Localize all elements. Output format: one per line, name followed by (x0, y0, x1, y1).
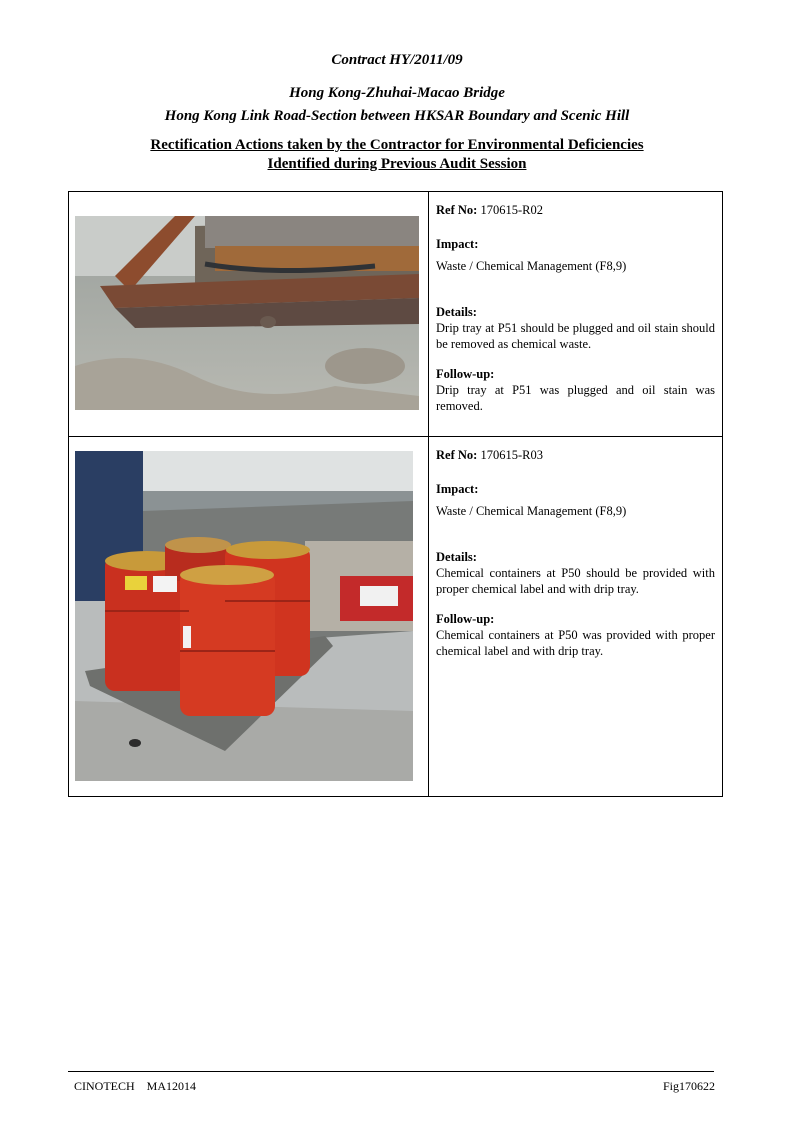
impact-text: Waste / Chemical Management (F8,9) (436, 504, 627, 518)
details-text: Drip tray at P51 should be plugged and oil stain should be removed as chemical waste. (436, 321, 715, 351)
ref-number: 170615-R02 (480, 203, 543, 217)
footer-divider (68, 1071, 714, 1072)
details-label: Details: (436, 305, 477, 319)
footer-company-code: CINOTECH MA12014 (74, 1079, 196, 1093)
rectification-table (68, 191, 723, 797)
contract-number: Contract HY/2011/09 (331, 52, 463, 68)
impact-label: Impact: (436, 482, 479, 496)
ref-label: Ref No: (436, 448, 478, 462)
impact-text: Waste / Chemical Management (F8,9) (436, 259, 627, 273)
document-title-line1: Rectification Actions taken by the Contractor for Environmental Deficiencies (150, 137, 644, 153)
followup-text: Chemical containers at P50 was provided with proper chemical label and with drip tray. (436, 628, 715, 658)
table-row (69, 192, 723, 437)
photo-cell (69, 192, 429, 437)
photo-cell (69, 437, 429, 797)
ref-number: 170615-R03 (480, 448, 543, 462)
drip-tray-photo (75, 216, 419, 410)
impact-label: Impact: (436, 237, 479, 251)
chemical-drums-photo (75, 451, 413, 781)
document-title-line2: Identified during Previous Audit Session (267, 156, 527, 172)
followup-label: Follow-up: (436, 367, 495, 381)
project-title-line1: Hong Kong-Zhuhai-Macao Bridge (289, 85, 505, 101)
project-title-line2: Hong Kong Link Road-Section between HKSAR Boundary and Scenic Hill (164, 108, 630, 124)
ref-label: Ref No: (436, 203, 478, 217)
table-row (69, 437, 723, 797)
text-cell (429, 192, 723, 437)
followup-text: Drip tray at P51 was plugged and oil stain was removed. (436, 383, 715, 413)
text-cell (429, 437, 723, 797)
details-text: Chemical containers at P50 should be provided with proper chemical label and with drip tray. (436, 566, 715, 596)
followup-label: Follow-up: (436, 612, 495, 626)
details-label: Details: (436, 550, 477, 564)
footer-figure-number: Fig170622 (662, 1079, 715, 1093)
